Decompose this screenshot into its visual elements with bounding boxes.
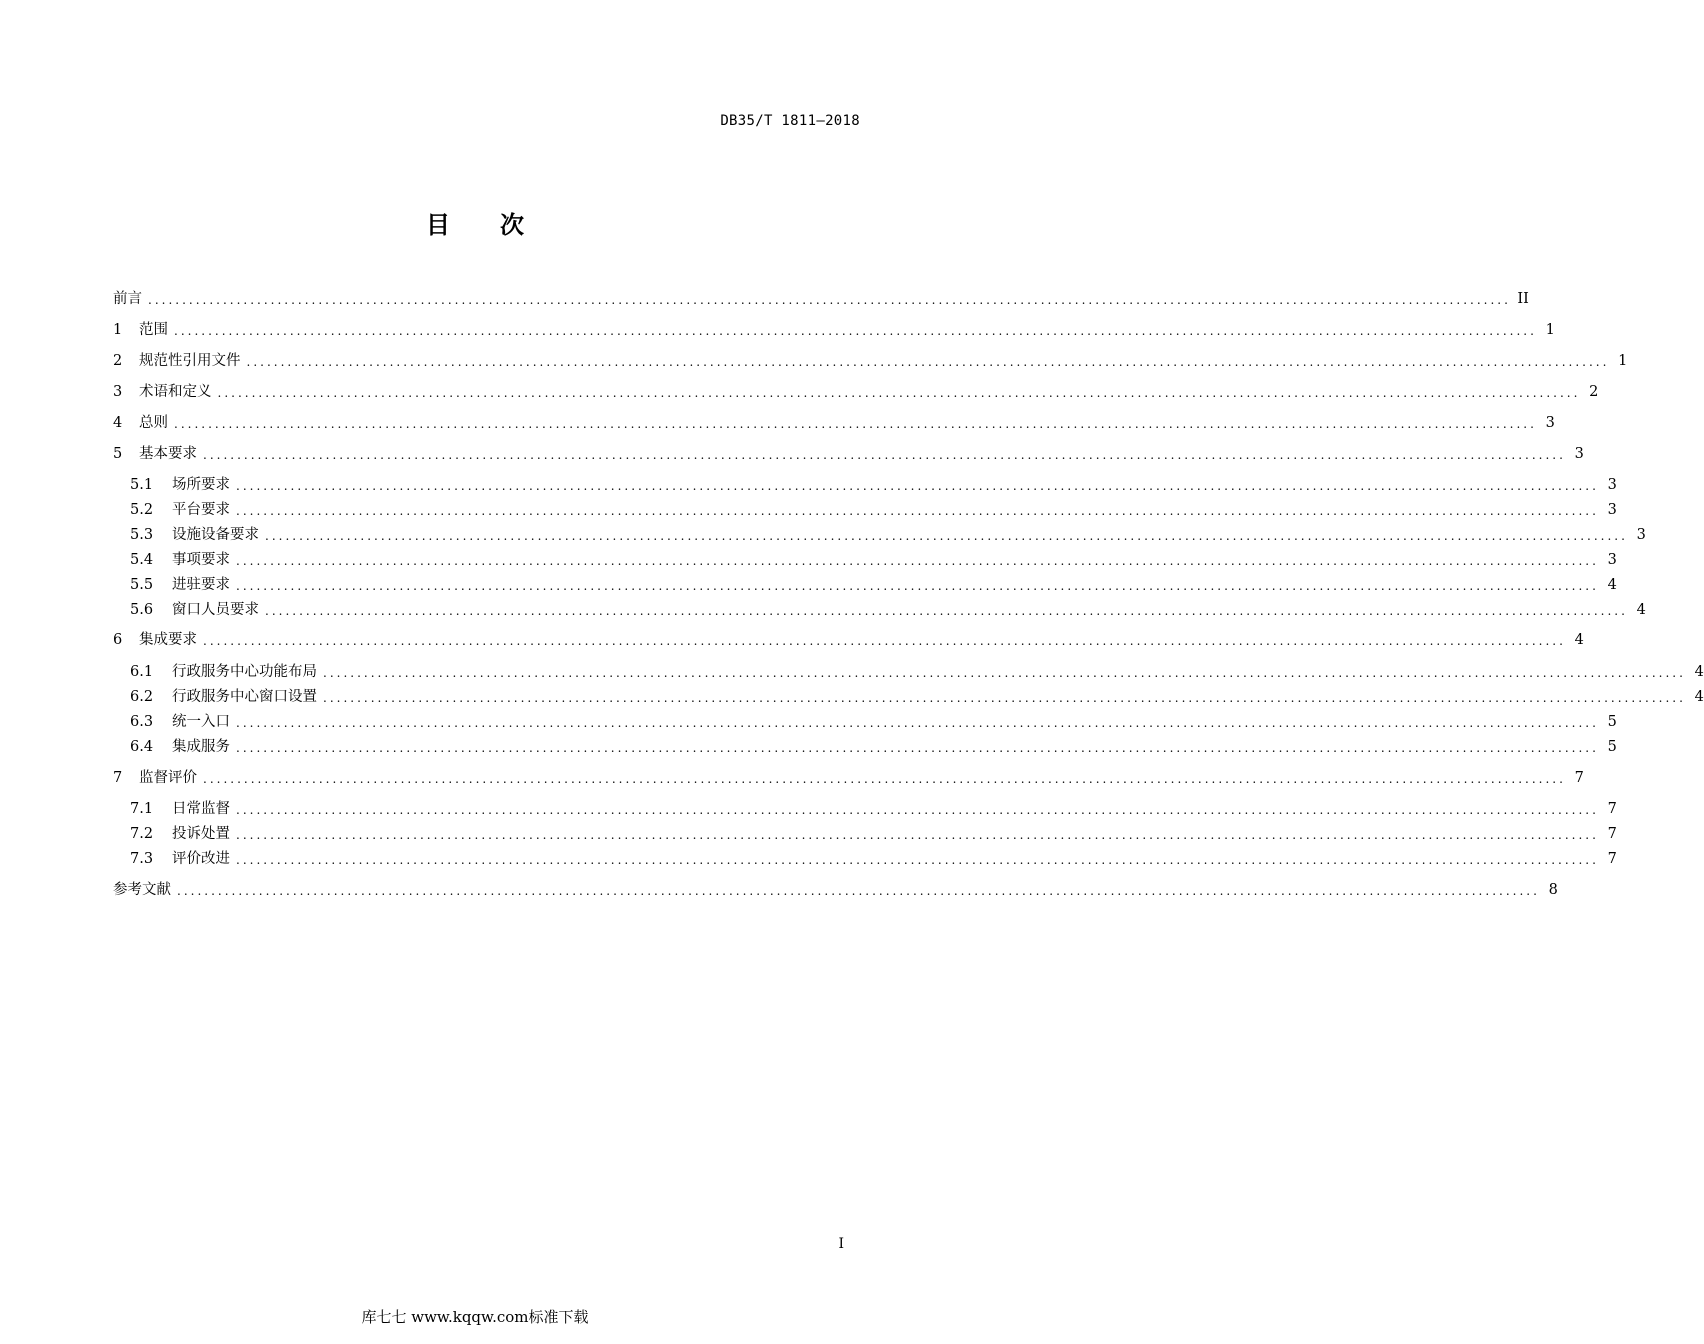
toc-entry-number: 7 <box>113 770 123 786</box>
toc-entry[interactable] <box>130 474 1617 496</box>
toc-entry-label: 基本要求 <box>139 446 197 462</box>
toc-dot-leader: ........................................................................................................................................................................................................ <box>323 691 1686 705</box>
toc-entry-number: 5 <box>113 446 123 462</box>
toc-dot-leader: ........................................................................................................................................................................................................ <box>265 529 1628 543</box>
toc-entry[interactable] <box>130 661 1704 683</box>
toc-entry-page: 8 <box>1548 882 1558 898</box>
toc-entry-label: 集成服务 <box>172 739 230 755</box>
toc-entry-page: 4 <box>1636 602 1646 618</box>
toc-entry-page: 4 <box>1574 632 1584 648</box>
toc-dot-leader: ........................................................................................................................................................................................................ <box>246 355 1610 369</box>
toc-entry-page: II <box>1517 291 1529 307</box>
toc-entry[interactable] <box>113 629 1584 651</box>
toc-entry-label: 行政服务中心功能布局 <box>172 664 317 680</box>
toc-entry[interactable] <box>130 736 1617 758</box>
watermark: 库七七 www.kqqw.com标准下载 <box>361 1308 589 1326</box>
toc-entry-number: 6 <box>113 632 123 648</box>
toc-entry-number: 7.2 <box>130 826 154 842</box>
toc-entry-label: 前言 <box>113 291 142 307</box>
toc-entry-number: 6.3 <box>130 714 154 730</box>
toc-entry-page: 3 <box>1607 477 1617 493</box>
toc-entry-number: 7.1 <box>130 801 154 817</box>
toc-entry[interactable] <box>130 711 1617 733</box>
toc-entry-number: 2 <box>113 353 123 369</box>
toc-entry-number: 5.1 <box>130 477 154 493</box>
toc-entry-label: 总则 <box>139 415 168 431</box>
toc-entry-page: 5 <box>1607 714 1617 730</box>
toc-dot-leader: ........................................................................................................................................................................................................ <box>203 634 1566 648</box>
toc-entry-page: 3 <box>1545 415 1555 431</box>
toc-dot-leader: ........................................................................................................................................................................................................ <box>265 604 1628 618</box>
toc-entry-label: 统一入口 <box>172 714 230 730</box>
page-title: 目次 <box>426 211 574 239</box>
toc-entry-page: 2 <box>1589 384 1599 400</box>
toc-dot-leader: ........................................................................................................................................................................................................ <box>174 324 1537 338</box>
toc-entry-number: 5.2 <box>130 502 154 518</box>
toc-dot-leader: ........................................................................................................................................................................................................ <box>203 448 1566 462</box>
toc-entry-page: 7 <box>1607 801 1617 817</box>
toc-entry[interactable] <box>130 499 1617 521</box>
toc-entry[interactable] <box>130 524 1646 546</box>
toc-entry-label: 进驻要求 <box>172 577 230 593</box>
toc-dot-leader: ........................................................................................................................................................................................................ <box>203 772 1566 786</box>
toc-dot-leader: ........................................................................................................................................................................................................ <box>174 417 1537 431</box>
toc-entry[interactable] <box>113 381 1599 403</box>
toc-entry-number: 7.3 <box>130 851 154 867</box>
toc-entry[interactable] <box>113 879 1558 901</box>
toc-entry-label: 投诉处置 <box>172 826 230 842</box>
toc-entry-label: 集成要求 <box>139 632 197 648</box>
toc-entry-label: 行政服务中心窗口设置 <box>172 689 317 705</box>
toc-dot-leader: ........................................................................................................................................................................................................ <box>236 716 1599 730</box>
toc-entry-page: 3 <box>1636 527 1646 543</box>
toc-entry-number: 5.5 <box>130 577 154 593</box>
page-number: I <box>838 1236 844 1252</box>
toc-dot-leader: ........................................................................................................................................................................................................ <box>323 666 1686 680</box>
toc-entry-page: 7 <box>1607 826 1617 842</box>
toc-entry-page: 4 <box>1694 689 1704 705</box>
toc-entry[interactable] <box>130 574 1617 596</box>
toc-entry-page: 3 <box>1607 552 1617 568</box>
toc-entry-label: 参考文献 <box>113 882 171 898</box>
toc-entry-number: 6.4 <box>130 739 154 755</box>
toc-entry-number: 6.1 <box>130 664 154 680</box>
toc-entry-page: 4 <box>1607 577 1617 593</box>
toc-entry-label: 日常监督 <box>172 801 230 817</box>
toc-dot-leader: ........................................................................................................................................................................................................ <box>236 828 1599 842</box>
toc-dot-leader: ........................................................................................................................................................................................................ <box>217 386 1581 400</box>
toc-entry[interactable] <box>130 599 1646 621</box>
toc-entry[interactable] <box>113 412 1555 434</box>
toc-entry-page: 3 <box>1607 502 1617 518</box>
toc-entry-label: 事项要求 <box>172 552 230 568</box>
toc-dot-leader: ........................................................................................................................................................................................................ <box>236 504 1599 518</box>
toc-entry-page: 4 <box>1694 664 1704 680</box>
toc-entry-label: 设施设备要求 <box>172 527 259 543</box>
toc-dot-leader: ........................................................................................................................................................................................................ <box>236 554 1599 568</box>
toc-entry-label: 评价改进 <box>172 851 230 867</box>
toc-entry-page: 5 <box>1607 739 1617 755</box>
toc-entry[interactable] <box>130 823 1617 845</box>
toc-entry[interactable] <box>113 767 1584 789</box>
toc-dot-leader: ........................................................................................................................................................................................................ <box>236 579 1599 593</box>
toc-entry[interactable] <box>130 549 1617 571</box>
toc-entry-page: 1 <box>1618 353 1628 369</box>
standard-code: DB35/T 1811—2018 <box>720 113 860 129</box>
toc-dot-leader: ........................................................................................................................................................................................................ <box>148 293 1511 307</box>
toc-entry-label: 规范性引用文件 <box>139 353 241 369</box>
toc-dot-leader: ........................................................................................................................................................................................................ <box>236 803 1599 817</box>
toc-dot-leader: ........................................................................................................................................................................................................ <box>236 479 1599 493</box>
toc-entry-number: 3 <box>113 384 123 400</box>
toc-entry[interactable] <box>113 319 1555 341</box>
toc-entry-number: 4 <box>113 415 123 431</box>
toc-entry-number: 6.2 <box>130 689 154 705</box>
toc-entry-number: 5.3 <box>130 527 154 543</box>
toc-entry-label: 监督评价 <box>139 770 197 786</box>
toc-entry-page: 3 <box>1574 446 1584 462</box>
toc-entry-label: 范围 <box>139 322 168 338</box>
toc-entry[interactable] <box>130 686 1704 708</box>
toc-entry-label: 术语和定义 <box>139 384 212 400</box>
toc-entry-label: 平台要求 <box>172 502 230 518</box>
toc-entry[interactable] <box>130 798 1617 820</box>
toc-entry-page: 7 <box>1607 851 1617 867</box>
toc-dot-leader: ........................................................................................................................................................................................................ <box>236 853 1599 867</box>
toc-entry[interactable] <box>113 350 1628 372</box>
toc-entry-number: 1 <box>113 322 123 338</box>
toc-entry-number: 5.4 <box>130 552 154 568</box>
toc-entry[interactable] <box>130 848 1617 870</box>
toc-entry-page: 7 <box>1574 770 1584 786</box>
toc-entry-page: 1 <box>1545 322 1555 338</box>
toc-dot-leader: ........................................................................................................................................................................................................ <box>177 884 1540 898</box>
toc-entry-label: 窗口人员要求 <box>172 602 259 618</box>
toc-entry-number: 5.6 <box>130 602 154 618</box>
toc-entry-label: 场所要求 <box>172 477 230 493</box>
toc-entry[interactable] <box>113 443 1584 465</box>
toc-dot-leader: ........................................................................................................................................................................................................ <box>236 741 1599 755</box>
toc-entry[interactable] <box>113 288 1529 310</box>
